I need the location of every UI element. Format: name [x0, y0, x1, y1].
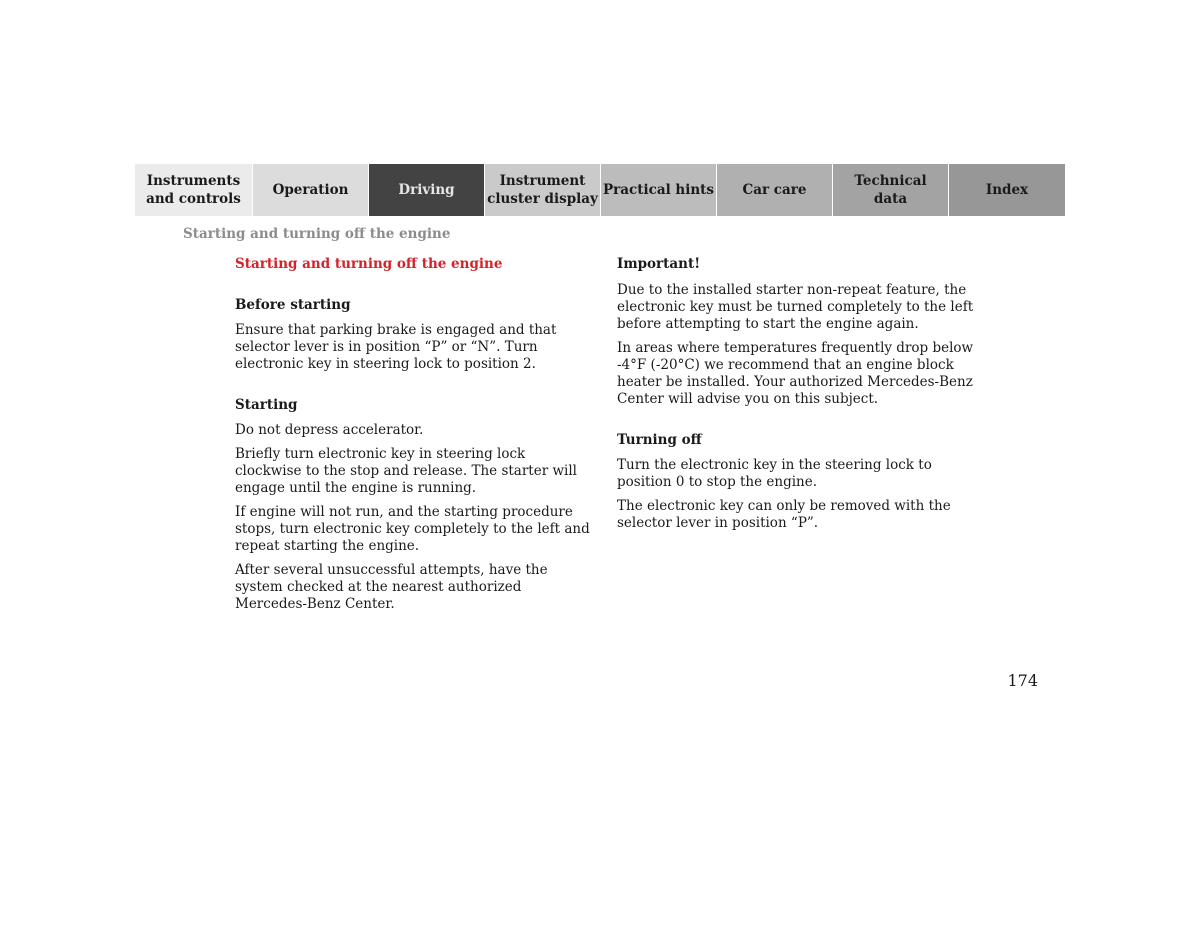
paragraph: Do not depress accelerator.: [235, 422, 424, 438]
tab-instrument-cluster-display[interactable]: Instrument cluster display: [485, 164, 601, 216]
paragraph: In areas where temperatures frequently drop below -4°F (-20°C) we recommend that an engine block heater be installed. Your authorized Mercedes-Benz Center will advise you on this subject.: [617, 340, 974, 407]
page-title: Starting and turning off the engine: [235, 256, 503, 272]
paragraph: After several unsuccessful attempts, have the system checked at the nearest authorized Mercedes-Benz Center.: [235, 562, 548, 612]
section-header: Starting and turning off the engine: [183, 226, 451, 242]
tab-operation[interactable]: Operation: [253, 164, 369, 216]
paragraph: Turn the electronic key in the steering lock to position 0 to stop the engine.: [617, 457, 932, 490]
paragraph: If engine will not run, and the starting procedure stops, turn electronic key completely to the left and repeat starting the engine.: [235, 504, 590, 554]
paragraph: Due to the installed starter non-repeat feature, the electronic key must be turned completely to the left before attempting to start the engine again.: [617, 282, 974, 332]
paragraph: Briefly turn electronic key in steering lock clockwise to the stop and release. The starter will engage until the engine is running.: [235, 446, 577, 496]
tab-technical-data[interactable]: Technical data: [833, 164, 949, 216]
heading-starting: Starting: [235, 397, 298, 413]
tab-driving[interactable]: Driving: [369, 164, 485, 216]
page-number: 174: [1007, 671, 1038, 690]
tab-practical-hints[interactable]: Practical hints: [601, 164, 717, 216]
tab-instruments-and-controls[interactable]: Instruments and controls: [135, 164, 253, 216]
right-column: [617, 256, 977, 539]
tab-index[interactable]: Index: [949, 164, 1065, 216]
left-column: [235, 256, 590, 620]
tab-car-care[interactable]: Car care: [717, 164, 833, 216]
paragraph: Ensure that parking brake is engaged and that selector lever is in position “P” or “N”. Turn electronic key in steering lock to position 2.: [235, 322, 557, 372]
heading-turning-off: Turning off: [617, 432, 702, 448]
heading-important: Important!: [617, 256, 701, 272]
heading-before-starting: Before starting: [235, 297, 351, 313]
paragraph: The electronic key can only be removed with the selector lever in position “P”.: [617, 498, 951, 531]
chapter-navigation: [135, 164, 1065, 216]
